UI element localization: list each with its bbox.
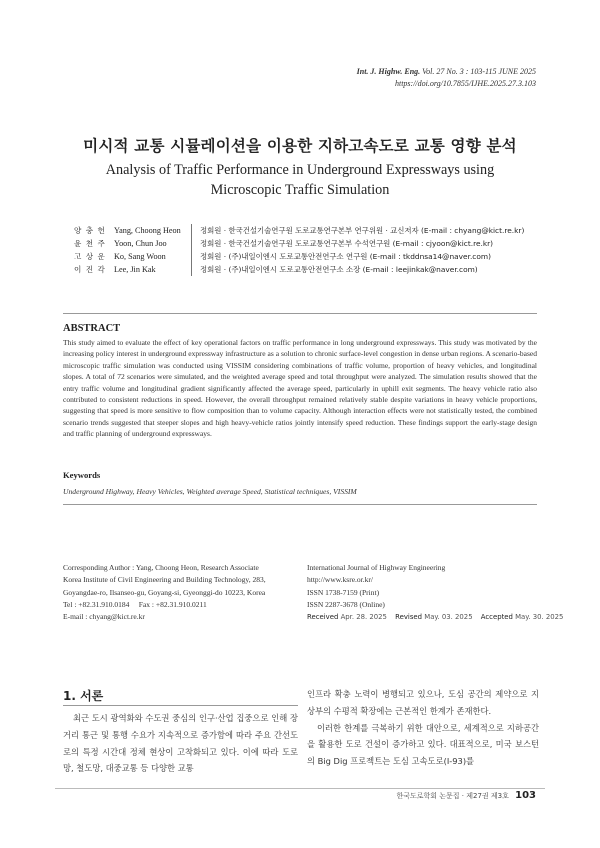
journal-header <box>357 66 536 90</box>
journal-abbrev: Int. J. Highw. Eng. <box>356 67 421 76</box>
author-name-en: Lee, Jin Kak <box>114 265 156 274</box>
author-name-kr: 양 충 헌 <box>74 226 106 235</box>
issn-online: ISSN 2287-3678 (Online) <box>307 599 385 609</box>
author-row <box>70 224 540 237</box>
abstract-bottom-rule <box>63 504 537 505</box>
author-row <box>70 237 540 250</box>
corresponding-line: Korea Institute of Civil Engineering and Building Technology, 283, <box>63 575 266 585</box>
volume-info: Vol. 27 No. 3 : 103-115 JUNE 2025 <box>422 67 536 76</box>
corresponding-line: Goyangdae-ro, Ilsanseo-gu, Goyang-si, Gyeonggi-do 10223, Korea <box>63 587 266 597</box>
journal-info-block <box>307 562 564 623</box>
author-name-en: Yang, Choong Heon <box>114 226 181 235</box>
author-name-kr: 이 진 각 <box>74 265 106 274</box>
author-affiliation: 정회원 · 한국건설기술연구원 도로교통연구본부 수석연구원 (E-mail : cjyoon@kict.re.kr) <box>200 239 494 248</box>
journal-name: International Journal of Highway Engineering <box>307 563 446 572</box>
abstract-heading: ABSTRACT <box>63 323 121 334</box>
body-column-right <box>307 686 539 770</box>
footer-rule <box>55 788 545 789</box>
body-column-left <box>63 710 298 777</box>
page-footer <box>396 790 536 801</box>
footer-journal: 한국도로학회 논문집 · 제27권 제3호 <box>396 792 509 800</box>
author-name-kr: 고 상 운 <box>74 252 106 261</box>
journal-url[interactable]: http://www.ksre.or.kr/ <box>307 575 373 585</box>
author-row <box>70 250 540 263</box>
abstract-top-rule <box>63 313 537 314</box>
issn-print: ISSN 1738-7159 (Print) <box>307 587 380 597</box>
author-affiliation: 정회원 · 한국건설기술연구원 도로교통연구본부 연구위원 · 교신저자 (E-mail : chyang@kict.re.kr) <box>200 226 525 235</box>
accepted-label: Accepted <box>480 613 513 622</box>
author-affiliation: 정회원 · (주)내일이엔시 도로교통안전연구소 소장 (E-mail : leejinkak@naver.com) <box>200 265 478 274</box>
received-date: Apr. 28. 2025 <box>340 613 387 622</box>
author-name-en: Yoon, Chun Joo <box>114 239 167 248</box>
corresponding-email[interactable]: E-mail : chyang@kict.re.kr <box>63 612 145 622</box>
corresponding-line: Corresponding Author : Yang, Choong Heon, Research Associate <box>63 563 259 572</box>
corresponding-author-block <box>63 562 303 623</box>
accepted-date: May. 30. 2025 <box>515 613 564 622</box>
body-paragraph: 인프라 확충 노력이 병행되고 있으나, 도심 공간의 제약으로 지상부의 수평적 확장에는 근본적인 한계가 존재한다. <box>307 689 539 716</box>
received-label: Received <box>307 613 339 622</box>
article-dates <box>307 611 564 623</box>
keywords-body: Underground Highway, Heavy Vehicles, Weighted average Speed, Statistical techniques, VISSIM <box>63 487 357 496</box>
body-paragraph: 최근 도시 광역화와 수도권 중심의 인구·산업 집중으로 인해 장거리 통근 및 통행 수요가 지속적으로 증가함에 따라 주요 간선도로의 특정 시간대 정체 현상이 고착화되고 있다. 이에 따라 도로망, 철도망, 대중교통 등 다양한 교통 <box>63 713 298 774</box>
author-name-en: Ko, Sang Woon <box>114 252 166 261</box>
page-number: 103 <box>515 790 536 801</box>
section-heading: 1. 서론 <box>63 689 104 703</box>
title-korean: 미시적 교통 시뮬레이션을 이용한 지하고속도로 교통 영향 분석 <box>83 137 517 155</box>
author-name-kr: 윤 천 주 <box>74 239 106 248</box>
author-list <box>70 224 540 276</box>
body-paragraph: 이러한 한계를 극복하기 위한 대안으로, 세계적으로 지하공간을 활용한 도로 건설이 증가하고 있다. 대표적으로, 미국 보스턴의 Big Dig 프로젝트는 도심 고속도로(I-93)를 <box>307 722 539 767</box>
author-affiliation: 정회원 · (주)내일이엔시 도로교통안전연구소 연구원 (E-mail : tkddnsa14@naver.com) <box>200 252 491 261</box>
keywords-heading: Keywords <box>63 470 101 480</box>
doi-link[interactable]: https://doi.org/10.7855/IJHE.2025.27.3.103 <box>394 79 536 88</box>
revised-label: Revised <box>395 613 423 622</box>
abstract-body: This study aimed to evaluate the effect of key operational factors on traffic performance in long underground expressways. This study was motivated by the increasing policy interest in underground expressway infrastructure as a solution to chronic surface-level congestion in dense urban regions. A scenario-based microscopic traffic simulation was conducted using VISSIM considering combinations of traffic volume, proportion of heavy vehicles, and longitudinal slopes. A total of 72 scenarios were simulated, and the weighted average speed and total throughput were analyzed. The simulation results showed that the entry traffic volume and longitudinal gradient significantly affected the average speed, particularly in uphill exit segments. The heavy vehicle ratio also contributed to consistent reductions in speed. However, the overall throughput remained relatively stable despite variations in heavy vehicle proportions, suggesting that speed is more sensitive to flow composition than to volume capacity. Although interaction effects were not statistically tested, the combined scenario trends suggested that steeper slopes and high heavy-vehicle ratios jointly intensify speed reduction. These findings support the early-stage design and traffic planning of underground expressways. <box>63 338 537 439</box>
section-underline <box>63 705 298 706</box>
author-row <box>70 263 540 276</box>
title-english: Analysis of Traffic Performance in Underground Expressways using Microscopic Traffic Simulation <box>105 162 495 198</box>
revised-date: May. 03. 2025 <box>424 613 473 622</box>
corresponding-line: Tel : +82.31.910.0184 Fax : +82.31.910.0211 <box>63 599 207 609</box>
